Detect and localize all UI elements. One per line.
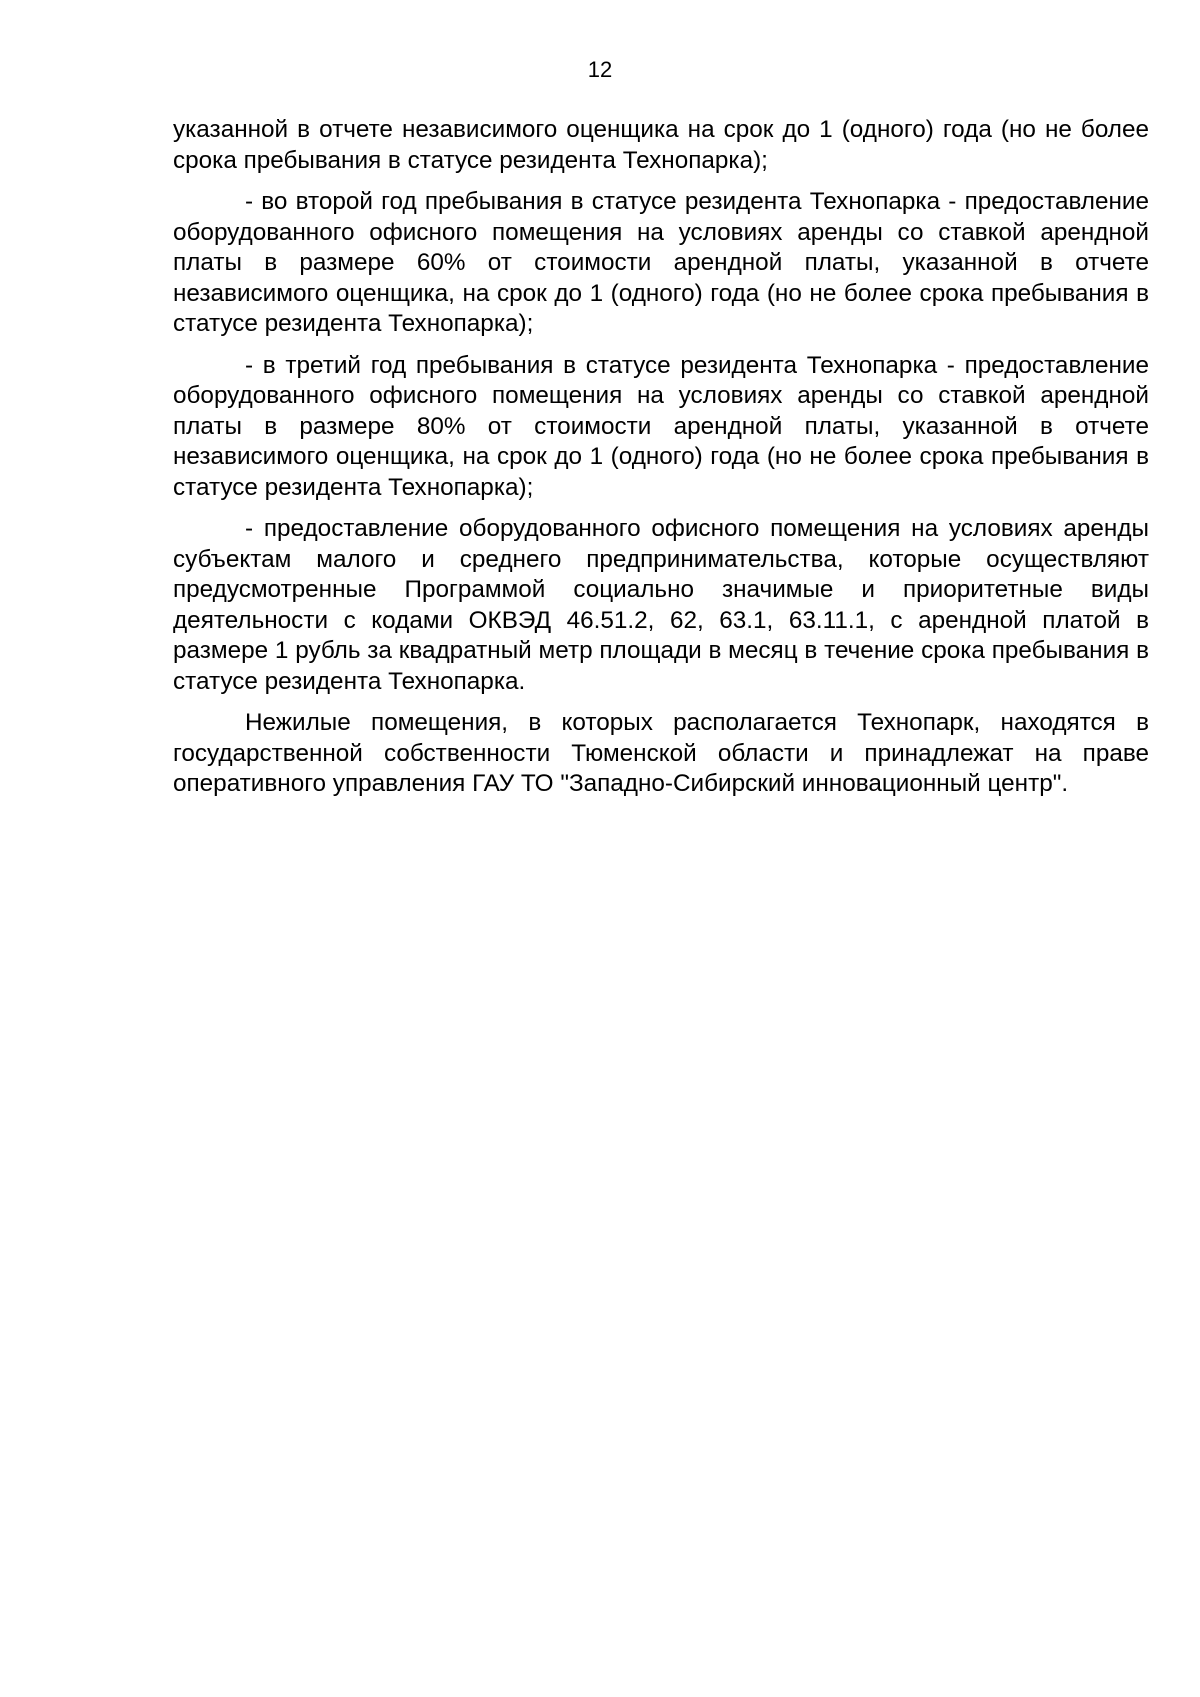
paragraph-continuation: указанной в отчете независимого оценщика на срок до 1 (одного) года (но не более срока пребывания в статусе резидента Технопарка); (173, 116, 1149, 174)
paragraph-sme-rent: - предоставление оборудованного офисного помещения на условиях аренды субъектам малого и среднего предпринимательства, которые осуществляют предусмотренные Программой социально значимые и приоритетные виды деятельности с кодами ОКВЭД 46.51.2, 62, 63.1, 63.11.1, с арендной платой в размере 1 рубль за квадратный метр площади в месяц в течение срока пребывания в статусе резидента Технопарка. (173, 515, 1149, 695)
paragraph-second-year: - во второй год пребывания в статусе резидента Технопарка - предоставление оборудованного офисного помещения на условиях аренды со ставкой арендной платы в размере 60% от стоимости арендной платы, указанной в отчете независимого оценщика, на срок до 1 (одного) года (но не более срока пребывания в статусе резидента Технопарка); (173, 188, 1149, 337)
document-body (173, 115, 1149, 811)
page-number: 12 (587, 57, 613, 82)
paragraph-third-year: - в третий год пребывания в статусе резидента Технопарка - предоставление оборудованного офисного помещения на условиях аренды со ставкой арендной платы в размере 80% от стоимости арендной платы, указанной в отчете независимого оценщика, на срок до 1 (одного) года (но не более срока пребывания в статусе резидента Технопарка); (173, 351, 1149, 501)
paragraph-premises-ownership: Нежилые помещения, в которых располагается Технопарк, находятся в государственной собственности Тюменской области и принадлежат на праве оперативного управления ГАУ ТО "Западно-Сибирский инновационный центр". (173, 709, 1149, 797)
